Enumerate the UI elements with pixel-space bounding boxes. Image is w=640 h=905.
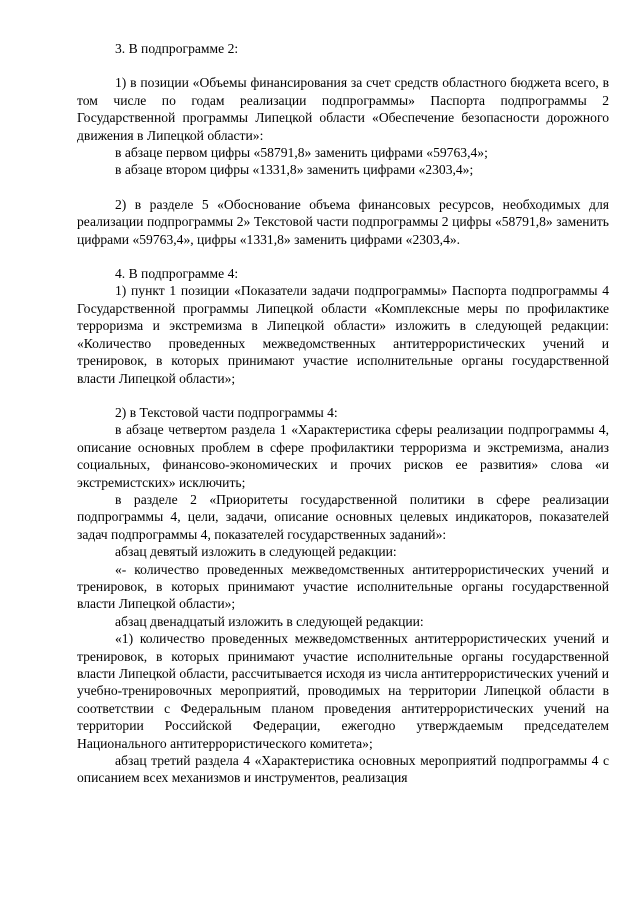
section-4-item-1: 1) пункт 1 позиции «Показатели задачи подпрограммы» Паспорта подпрограммы 4 Государственной программы Липецкой области «Комплексные меры по профилактике терроризма и экстремизма в Липецкой области» изложить в следующей редакции: «Количество проведенных межведомственных антитеррористических учений и тренировок, в которых принимают участие исполнительные органы государственной власти Липецкой области»; (77, 283, 609, 386)
section-4-item-2-paragraph-b: в разделе 2 «Приоритеты государственной политики в сфере реализации подпрограммы 4, цели, задачи, описание основных целевых индикаторов, показателей задач подпрограммы 4, показателей государственных заданий»: (77, 491, 609, 542)
section-4-item-2-paragraph-d: «- количество проведенных межведомственных антитеррористических учений и тренировок, в которых принимают участие исполнительные органы государственной власти Липецкой области»; (77, 561, 609, 612)
section-4-item-2-paragraph-g: абзац третий раздела 4 «Характеристика основных мероприятий подпрограммы 4 с описанием всех механизмов и инструментов, реализация (77, 753, 609, 786)
section-3-item-2: 2) в разделе 5 «Обоснование объема финансовых ресурсов, необходимых для реализации подпрограммы 2» Текстовой части подпрограммы 2 цифры «58791,8» заменить цифрами «59763,4», цифры «1331,8» заменить цифрами «2303,4». (77, 196, 609, 247)
section-4-item-2-paragraph-a: в абзаце четвертом раздела 1 «Характеристика сферы реализации подпрограммы 4, описание основных проблем в сфере профилактики терроризма и экстремизма, анализ социальных, финансово-экономических и прочих рисков ее развития» слова «и экстремистских» исключить; (77, 422, 609, 490)
section-3-heading: 3. В подпрограмме 2: (115, 41, 239, 56)
section-4-item-2-paragraph-c: абзац девятый изложить в следующей редакции: (115, 544, 397, 560)
section-3-item-1-paragraph-b: в абзаце втором цифры «1331,8» заменить цифрами «2303,4»; (115, 162, 474, 178)
section-3-item-1-paragraph-a: в абзаце первом цифры «58791,8» заменить цифрами «59763,4»; (115, 145, 488, 161)
section-3-item-1: 1) в позиции «Объемы финансирования за счет средств областного бюджета всего, в том числе по годам реализации подпрограммы» Паспорта подпрограммы 2 Государственной программы Липецкой области «Обеспечение безопасности дорожного движения в Липецкой области»: (77, 75, 609, 143)
section-4-item-2: 2) в Текстовой части подпрограммы 4: (115, 404, 338, 420)
section-4-item-2-paragraph-e: абзац двенадцатый изложить в следующей редакции: (115, 613, 424, 629)
section-4-item-2-paragraph-f: «1) количество проведенных межведомственных антитеррористических учений и тренировок, в которых принимают участие исполнительные органы государственной власти Липецкой области, рассчитывается исходя из числа антитеррористических учений и учебно-тренировочных мероприятий, проводимых на территории Липецкой области в соответствии с Федеральным планом проведения антитеррористических учений на территории Российской Федерации, ежегодно утверждаемым председателем Национального антитеррористического комитета»; (77, 631, 609, 751)
document-page (77, 40, 609, 787)
section-4-heading: 4. В подпрограмме 4: (115, 266, 239, 282)
